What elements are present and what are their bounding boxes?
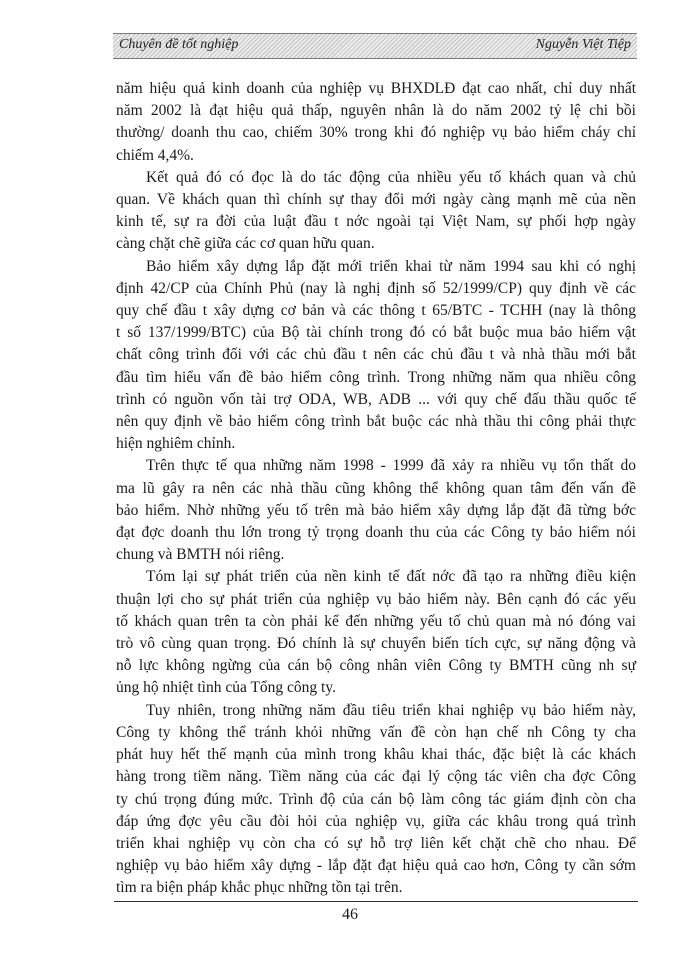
paragraph-line: Kết quả đó có đọc là do tác động của nhiều yếu tố khách quan và chủ [146,168,636,186]
paragraph-line: chất công trình đối với các chủ đầu t nên các chủ đầu t và nhà thầu mới bắt [116,346,636,364]
paragraph-line: đầu tìm hiểu vấn đề bảo hiểm công trình. Trong những năm qua nhiều công [116,368,636,386]
header-right-text: Nguyễn Việt Tiệp [535,37,631,52]
paragraph-line: càng chặt chẽ giữa các cơ quan hữu quan. [116,235,375,253]
paragraph-line: nỗ lực không ngừng của cán bộ công nhân viên Công ty BMTH cũng nh sự [116,657,636,675]
paragraph [116,700,636,900]
paragraph-line: hiện nghiêm chỉnh. [116,435,236,453]
paragraph-line: ma lũ gây ra nên các nhà thầu cũng không thể không quan tâm đến vấn đề [116,479,636,497]
paragraph-line: chiếm 4,4%. [116,146,194,164]
paragraph-line: Bảo hiểm xây dựng lắp đặt mới triển khai từ năm 1994 sau khi có nghị [146,257,636,275]
paragraph-line: đạt đợc doanh thu lớn trong tỷ trọng doanh thu của các Công ty bảo hiểm nói [116,524,636,542]
header-left-text: Chuyên đề tốt nghiệp [119,37,239,52]
paragraph-line: thường/ doanh thu cao, chiếm 30% trong khi đó nghiệp vụ bảo hiểm cháy chỉ [116,124,636,142]
paragraph [116,167,636,256]
paragraph-line: tìm ra biện pháp khắc phục những tồn tại trên. [116,879,403,897]
paragraph-line: trình có nguồn vốn tài trợ ODA, WB, ADB ... với quy chế đấu thầu quốc tế [116,390,636,408]
document-body [116,78,636,900]
paragraph-line: nên quy định về bảo hiểm công trình bắt buộc các nhà thầu thi công phải thực [116,413,636,431]
paragraph-line: phát huy hết thế mạnh của mình trong khâu khai thác, đặc biệt là các khách [116,746,636,764]
paragraph-line: hàng trong tiềm năng. Tiềm năng của các đại lý cộng tác viên cha đợc Công [116,768,636,786]
footer-divider [114,901,638,902]
paragraph-line: triển khai nghiệp vụ còn cha có sự hỗ trợ liên kết chặt chẽ cho nhau. Để [116,834,636,852]
paragraph-line: Công ty không thể tránh khỏi những vấn đề còn hạn chế nh Công ty cha [116,723,636,741]
paragraph-line: tố khách quan trên ta còn phải kể đến những yếu tố chủ quan mà nó đóng vai [116,612,636,630]
paragraph-line: chung và BMTH nói riêng. [116,546,285,564]
paragraph-line: Tóm lại sự phát triển của nền kinh tế đất nớc đã tạo ra những điều kiện [146,568,636,586]
paragraph-line: quy chế đầu t xây dựng cơ bản và các thông t 65/BTC - TCHH (nay là thông [116,302,636,320]
paragraph-line: trò vô cùng quan trọng. Đó chính là sự chuyển biến tích cực, sự năng động và [116,635,636,653]
paragraph-line: thuận lợi cho sự phát triển của nghiệp vụ bảo hiểm này. Bên cạnh đó các yếu [116,590,636,608]
paragraph [116,256,636,456]
paragraph-line: nghiệp vụ bảo hiểm xây dựng - lắp đặt đạt hiệu quả cao hơn, Công ty cần sớm [116,857,636,875]
paragraph-line: ty chú trọng đúng mức. Trình độ của cán bộ làm công tác giám định còn cha [116,790,636,808]
paragraph-line: kinh tế, sự ra đời của luật đầu t nớc ngoài tại Việt Nam, sự phối hợp ngày [116,213,636,231]
paragraph-line: bảo hiểm. Nhờ những yếu tố trên mà bảo hiểm xây dựng lắp đặt đã từng bớc [116,501,636,519]
paragraph [116,455,636,566]
paragraph-line: t số 137/1999/BTC) của Bộ tài chính trong đó có bắt buộc mua bảo hiểm vật [116,324,636,342]
page-header [113,33,637,59]
paragraph-line: Tuy nhiên, trong những năm đầu tiêu triển khai nghiệp vụ bảo hiểm này, [146,701,636,719]
paragraph-line: ủng hộ nhiệt tình của Tổng công ty. [116,679,336,697]
paragraph [116,566,636,699]
page-number: 46 [342,906,358,923]
paragraph-line: quan. Về khách quan thì chính sự thay đổi mới ngày càng mạnh mẽ của nền [116,191,636,209]
paragraph-line: Trên thực tế qua những năm 1998 - 1999 đã xảy ra nhiều vụ tổn thất do [146,457,636,475]
paragraph-line: năm 2002 là đạt hiệu quả thấp, nguyên nhân là do năm 2002 tỷ lệ chi bồi [116,102,636,120]
paragraph [116,78,636,167]
paragraph-line: đáp ứng đợc yêu cầu đòi hỏi của nghiệp vụ, giữa các khâu trong quá trình [116,812,636,830]
paragraph-line: năm hiệu quả kinh doanh của nghiệp vụ BHXDLĐ đạt cao nhất, chỉ duy nhất [116,80,636,97]
paragraph-line: định 42/CP của Chính Phủ (nay là nghị định số 52/1999/CP) quy định về các [116,279,636,297]
